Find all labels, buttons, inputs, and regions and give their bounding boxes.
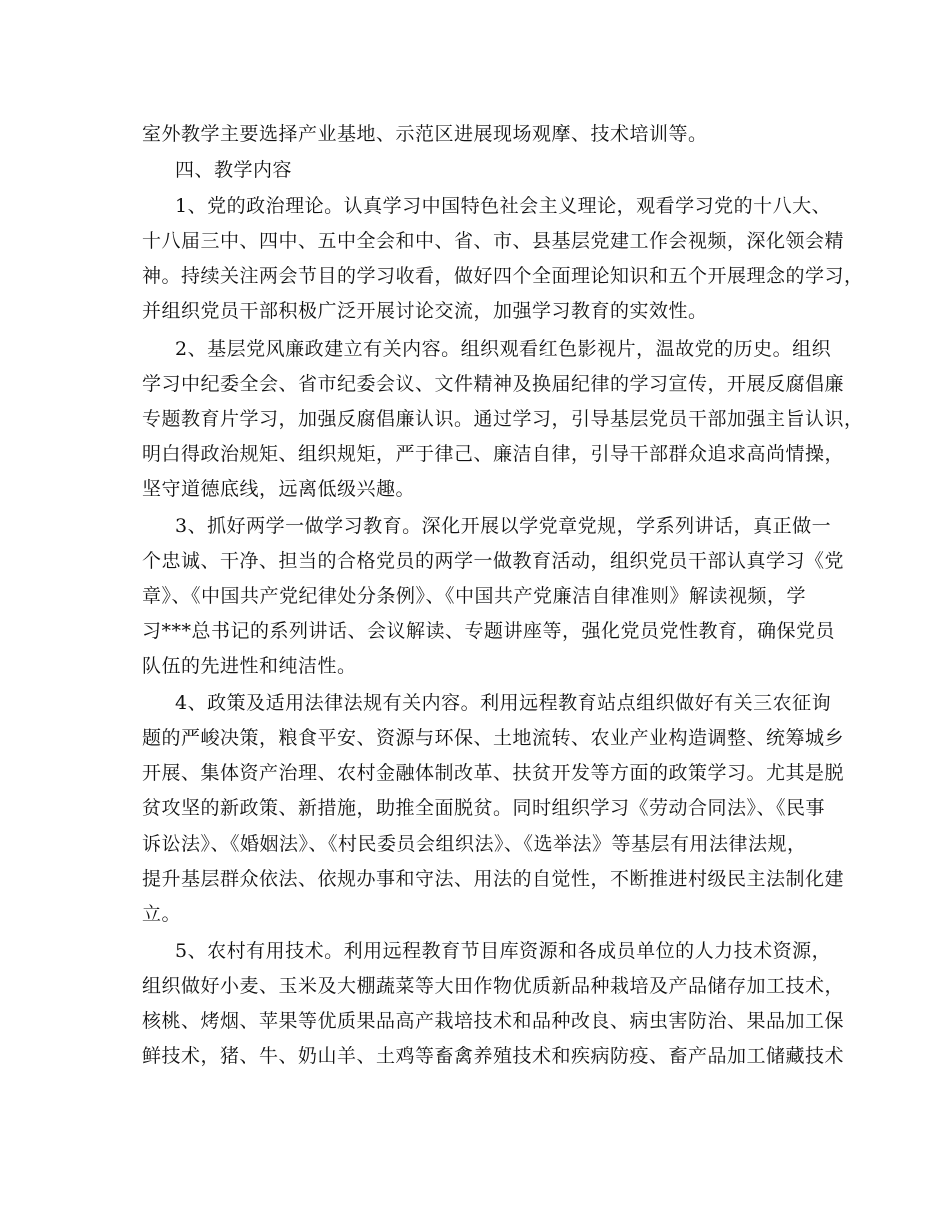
text-line: 4、政策及适用法律法规有关内容。利用远程教育站点组织做好有关三农征询 [175,692,832,714]
text-line: 2、基层党风廉政建立有关内容。组织观看红色影视片，温故党的历史。组织 [175,338,832,360]
text-line: 3、抓好两学一做学习教育。深化开展以学党章党规，学系列讲话，真正做一 [175,515,832,537]
text-line: 贫攻坚的新政策、新措施，助推全面脱贫。同时组织学习《劳动合同法》、《民事 [142,797,826,819]
text-line: 诉讼法》、《婚姻法》、《村民委员会组织法》、《选举法》等基层有用法律法规， [142,833,807,855]
text-line: 十八届三中、四中、五中全会和中、省、市、县基层党建工作会视频，深化领会精 [142,230,845,252]
text-line: 提升基层群众依法、依规办事和守法、用法的自觉性，不断推进村级民主法制化建 [142,868,845,890]
text-line: 题的严峻决策，粮食平安、资源与环保、土地流转、农业产业构造调整、统筹城乡 [142,727,845,749]
text-line: 开展、集体资产治理、农村金融体制改革、扶贫开发等方面的政策学习。尤其是脱 [142,762,845,784]
text-line: 明白得政治规矩、组织规矩，严于律己、廉洁自律，引导干部群众追求高尚情操， [142,443,845,465]
text-line: 专题教育片学习，加强反腐倡廉认识。通过学习，引导基层党员干部加强主旨认识， [142,408,864,430]
text-line: 5、农村有用技术。利用远程教育节目库资源和各成员单位的人力技术资源， [175,940,832,962]
text-line: 章》、《中国共产党纪律处分条例》、《中国共产党廉洁自律准则》解读视频，学 [142,585,807,607]
text-line: 室外教学主要选择产业基地、示范区进展现场观摩、技术培训等。 [142,123,708,145]
text-line: 并组织党员干部积极广泛开展讨论交流，加强学习教育的实效性。 [142,300,708,322]
text-line: 习***总书记的系列讲话、会议解读、专题讲座等，强化党员党性教育，确保党员 [142,620,836,642]
text-line: 核桃、烤烟、苹果等优质果品高产栽培技术和品种改良、病虫害防治、果品加工保 [142,1010,845,1032]
text-line: 个忠诚、干净、担当的合格党员的两学一做教育活动，组织党员干部认真学习《党 [142,550,845,572]
text-line: 组织做好小麦、玉米及大棚蔬菜等大田作物优质新品种栽培及产品储存加工技术， [142,975,845,997]
text-line: 立。 [142,903,182,925]
section-heading: 四、教学内容 [175,159,293,181]
text-line: 1、党的政治理论。认真学习中国特色社会主义理论，观看学习党的十八大、 [175,195,832,217]
text-line: 鲜技术，猪、牛、奶山羊、土鸡等畜禽养殖技术和疾病防疫、畜产品加工储藏技术 [142,1045,845,1067]
text-line: 队伍的先进性和纯洁性。 [142,655,357,677]
text-line: 坚守道德底线，远离低级兴趣。 [142,478,416,500]
text-line: 学习中纪委全会、省市纪委会议、文件精神及换届纪律的学习宣传，开展反腐倡廉 [142,373,845,395]
text-line: 神。持续关注两会节目的学习收看，做好四个全面理论知识和五个开展理念的学习， [142,265,864,287]
